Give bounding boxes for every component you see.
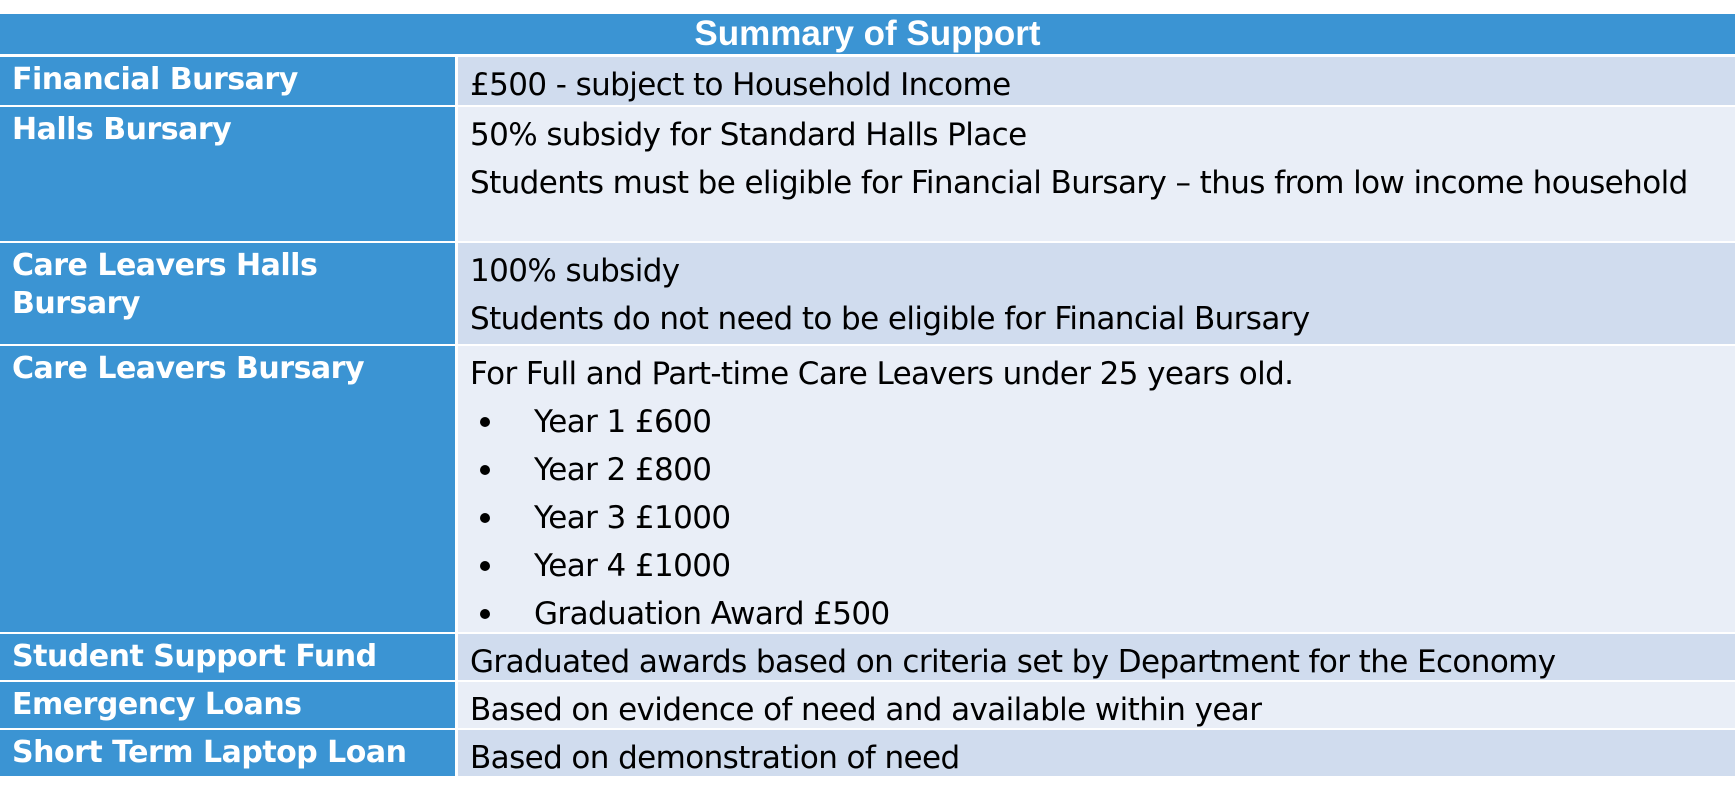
row-value: [458, 730, 1735, 776]
row-value-line: 100% subsidy: [470, 253, 680, 289]
row-value-line: Based on evidence of need and available within year: [470, 692, 1262, 728]
list-item-text: Year 2 £800: [534, 452, 712, 488]
row-label: Care Leavers Bursary: [0, 346, 458, 632]
row-value-line: Students do not need to be eligible for Financial Bursary: [470, 301, 1310, 337]
list-item-text: Year 4 £1000: [534, 548, 731, 584]
row-value-line: For Full and Part-time Care Leavers under 25 years old.: [470, 356, 1294, 392]
row-label: Halls Bursary: [0, 107, 458, 241]
row-value: [458, 243, 1735, 344]
table-row-financial-bursary: [0, 57, 1735, 107]
row-value: [458, 634, 1735, 680]
list-item-text: Year 1 £600: [534, 404, 712, 440]
list-item-text: Year 3 £1000: [534, 500, 731, 536]
table-row-student-support-fund: [0, 634, 1735, 682]
list-item: [470, 398, 1735, 446]
row-label: Student Support Fund: [0, 634, 458, 680]
row-value-line: Based on demonstration of need: [470, 740, 960, 776]
row-label: Emergency Loans: [0, 682, 458, 728]
row-value: [458, 107, 1735, 241]
table-row-halls-bursary: [0, 107, 1735, 243]
row-label: Financial Bursary: [0, 57, 458, 105]
list-item-text: Graduation Award £500: [534, 596, 890, 632]
bullet-icon: [480, 561, 490, 571]
row-value-line: Students must be eligible for Financial Bursary – thus from low income household: [470, 165, 1688, 201]
row-value: [458, 57, 1735, 105]
row-label: Short Term Laptop Loan: [0, 730, 458, 776]
bullet-icon: [480, 465, 490, 475]
row-value-line: 50% subsidy for Standard Halls Place: [470, 117, 1027, 153]
support-summary-table: [0, 14, 1735, 778]
list-item: [470, 542, 1735, 590]
row-label: Care Leavers Halls Bursary: [0, 243, 458, 344]
bullet-icon: [480, 513, 490, 523]
row-value: [458, 346, 1735, 632]
bullet-list: [470, 398, 1735, 638]
list-item: [470, 494, 1735, 542]
list-item: [470, 446, 1735, 494]
row-value-line: £500 - subject to Household Income: [470, 67, 1011, 103]
bullet-icon: [480, 417, 490, 427]
row-value: [458, 682, 1735, 728]
table-row-care-leavers-halls-bursary: [0, 243, 1735, 346]
bullet-icon: [480, 609, 490, 619]
table-row-care-leavers-bursary: [0, 346, 1735, 634]
list-item: [470, 590, 1735, 638]
table-row-emergency-loans: [0, 682, 1735, 730]
table-row-short-term-laptop-loan: [0, 730, 1735, 778]
row-value-line: Graduated awards based on criteria set by Department for the Economy: [470, 644, 1556, 680]
table-title: Summary of Support: [0, 14, 1735, 57]
